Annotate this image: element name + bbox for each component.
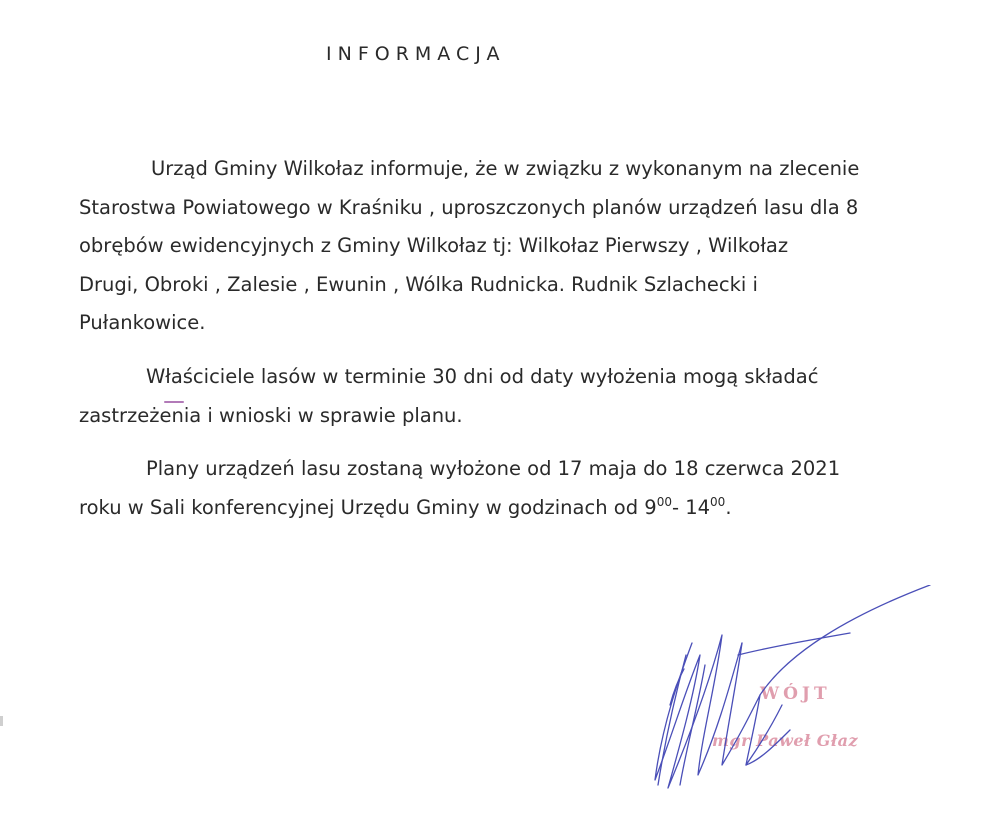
paragraph-line-text: Właściciele lasów w terminie 30 dni od daty wyłożenia mogą składać — [146, 358, 818, 397]
paragraph-line: Drugi, Obroki , Zalesie , Ewunin , Wólka Rudnicka. Rudnik Szlachecki i — [79, 272, 758, 296]
paragraph-line-hours — [79, 489, 959, 528]
paragraph-owners — [79, 358, 959, 435]
paragraph-schedule — [79, 450, 959, 527]
paragraph-announcement — [79, 150, 959, 343]
hour-start-minutes: 00 — [656, 494, 672, 509]
hours-end: . — [725, 495, 732, 519]
paragraph-line: Starostwa Powiatowego w Kraśniku , uproszczonych planów urządzeń lasu dla 8 — [79, 195, 859, 219]
paragraph-line: zastrzeżenia i wnioski w sprawie planu. — [79, 403, 463, 427]
stamp-title: WÓJT — [760, 684, 831, 704]
paragraph-line: Urząd Gminy Wilkołaz informuje, że w związku z wykonanym na zlecenie — [151, 157, 860, 180]
paragraph-line — [79, 358, 959, 397]
document-title: INFORMACJA — [326, 43, 506, 65]
paragraph-line: obrębów ewidencyjnych z Gminy Wilkołaz tj: Wilkołaz Pierwszy , Wilkołaz — [79, 234, 789, 257]
signature — [610, 585, 940, 795]
hour-end-minutes: 00 — [710, 494, 726, 509]
hours-text: roku w Sali konferencyjnej Urzędu Gminy w godzinach od 9 — [79, 495, 657, 519]
stamp-name: mgr Paweł Głaz — [712, 731, 859, 750]
paragraph-line: Plany urządzeń lasu zostaną wyłożone od 17 maja do 18 czerwca 2021 — [146, 457, 841, 480]
hours-dash: - 14 — [671, 495, 711, 519]
paragraph-line: Pułankowice. — [79, 311, 206, 334]
margin-mark — [0, 716, 3, 726]
